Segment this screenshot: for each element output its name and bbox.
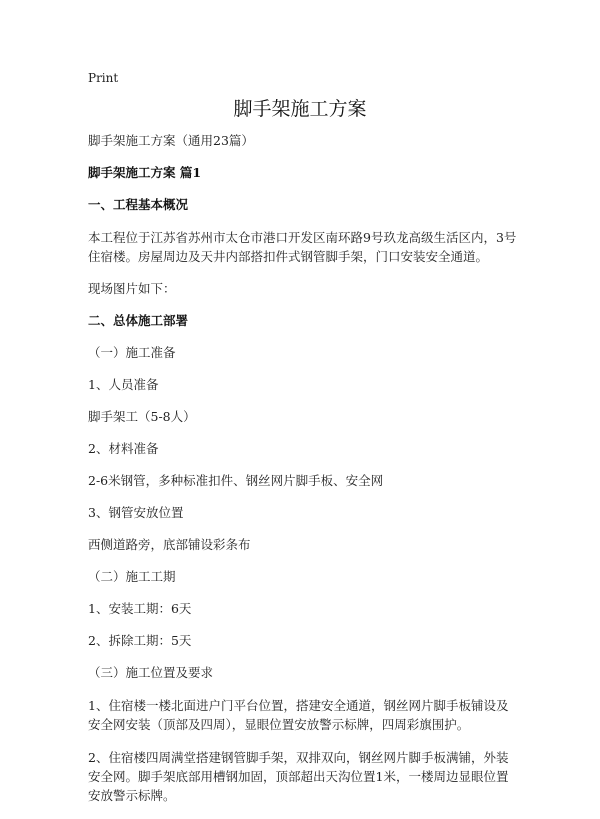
paragraph-materials: 2-6米钢管，多种标准扣件、钢丝网片脚手板、安全网 [88,473,384,488]
heading-deployment: 二、总体施工部署 [88,313,189,328]
subheading-preparation: （一）施工准备 [88,345,176,360]
paragraph-requirement-2: 2、住宿楼四周满堂搭建钢管脚手架，双排双向，钢丝网片脚手板满铺，外装安全网。脚手架底部用槽钢加固，顶部超出天沟位置1米，一楼周边显眼位置安放警示标牌。 [88,750,509,803]
paragraph-requirement-1: 1、住宿楼一楼北面进户门平台位置，搭建安全通道，钢丝网片脚手板铺设及安全网安装（顶部及四周），显眼位置安放警示标牌，四周彩旗围护。 [88,698,509,732]
paragraph-overview: 本工程位于江苏省苏州市太仓市港口开发区南环路9号玖龙高级生活区内，3号住宿楼。房屋周边及天井内部搭扣件式钢管脚手架，门口安装安全通道。 [88,230,517,264]
document-body [88,132,518,819]
subheading-schedule: （二）施工工期 [88,569,176,584]
paragraph-storage: 西侧道路旁，底部铺设彩条布 [88,537,251,552]
paragraph-personnel: 脚手架工（5-8人） [88,409,196,424]
item-storage: 3、钢管安放位置 [88,505,184,520]
print-label: Print [88,71,119,85]
item-personnel: 1、人员准备 [88,377,159,392]
paragraph-photo-note: 现场图片如下： [88,281,176,296]
document-subtitle: 脚手架施工方案（通用23篇） [88,133,254,148]
item-install-period: 1、安装工期：6天 [88,601,192,616]
document-title: 脚手架施工方案 [233,98,367,120]
item-removal-period: 2、拆除工期：5天 [88,633,192,648]
heading-project-overview: 一、工程基本概况 [88,197,189,212]
item-materials: 2、材料准备 [88,441,159,456]
subheading-location: （三）施工位置及要求 [88,665,214,680]
section-title: 脚手架施工方案 篇1 [88,165,202,180]
